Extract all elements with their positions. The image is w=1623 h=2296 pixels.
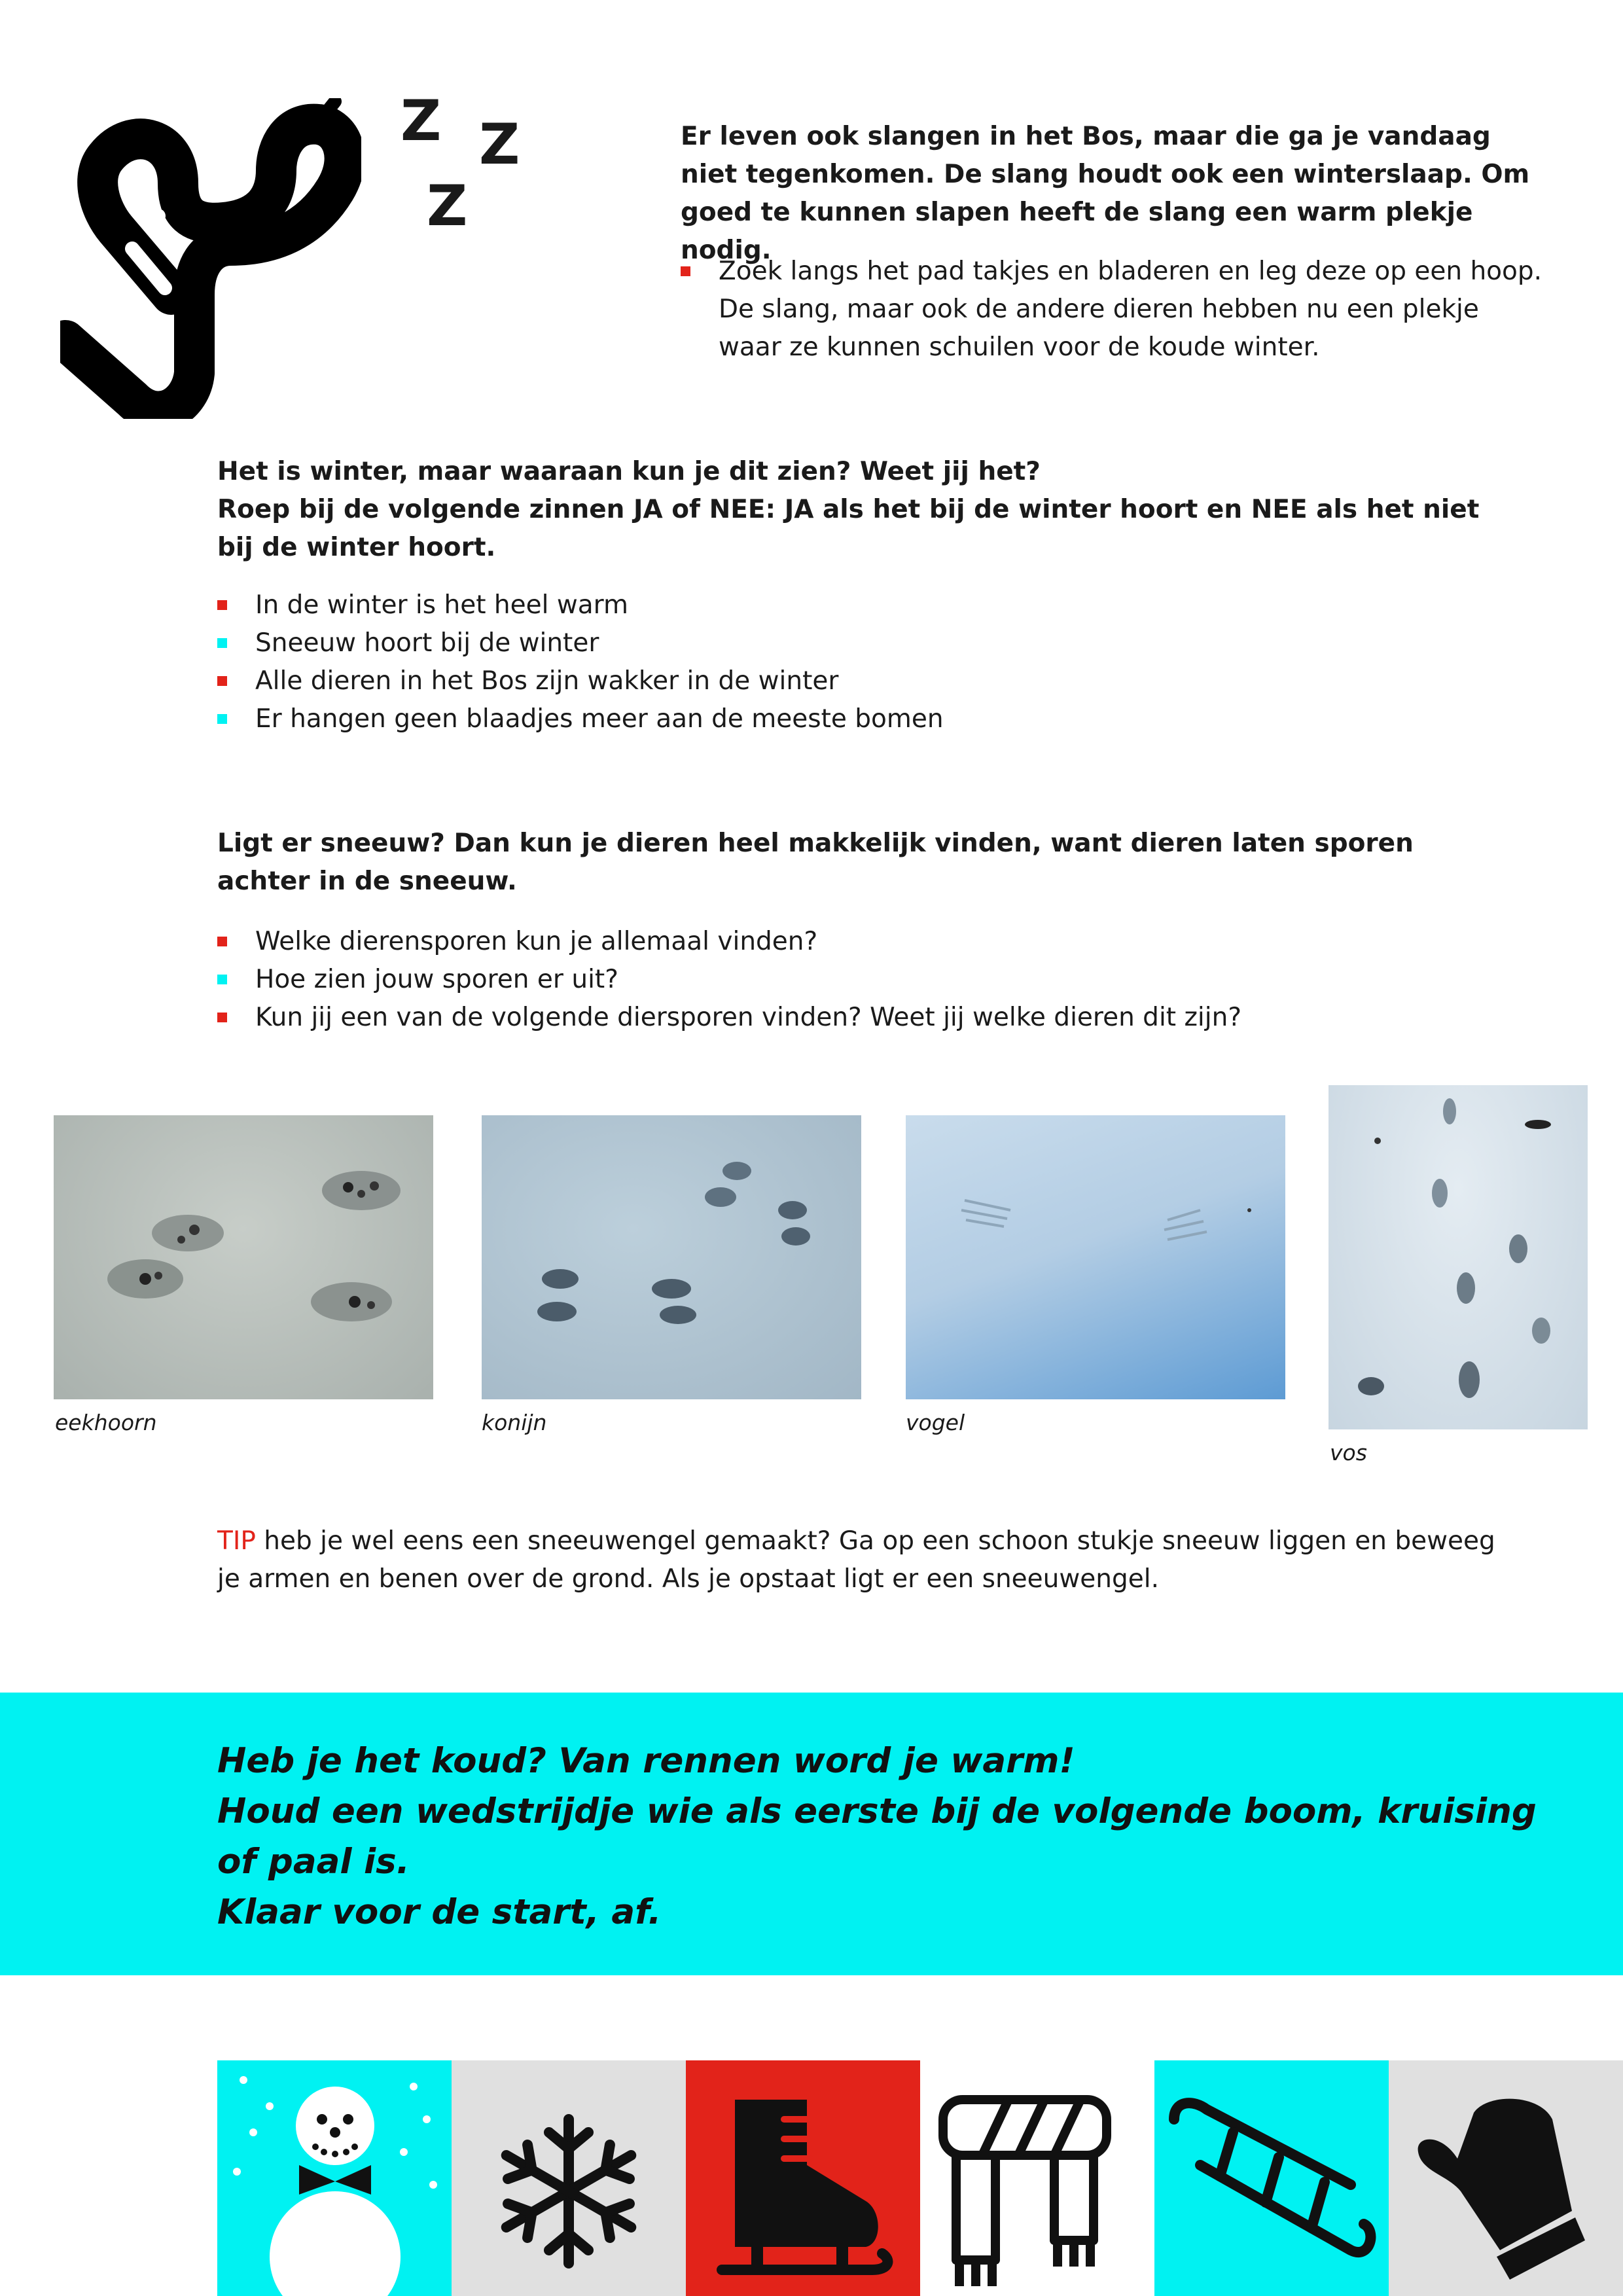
sleep-z-2: Z: [479, 112, 520, 177]
caption-konijn: konijn: [482, 1410, 547, 1435]
bullet-marker: [217, 638, 227, 648]
bullet-marker: [217, 676, 227, 686]
list-item: Welke dierensporen kun je allemaal vinden?: [217, 923, 1513, 961]
list-item: Zoek langs het pad takjes en bladeren en leg deze op een hoop. De slang, maar ook de andere dieren hebben nu een plekje waar ze kunnen schuilen voor de koude winter.: [681, 253, 1544, 367]
scarf-icon: [920, 2060, 1154, 2296]
challenge-line: Houd een wedstrijdje wie als eerste bij de volgende boom, kruising: [217, 1791, 1537, 1831]
mitten-icon: [1389, 2060, 1623, 2296]
bullet-marker: [217, 600, 227, 610]
challenge-line: Heb je het koud? Van rennen word je warm!: [217, 1741, 1075, 1781]
list-item: Sneeuw hoort bij de winter: [217, 624, 1513, 662]
bullet-marker: [217, 975, 227, 984]
ice-skate-icon: [686, 2060, 920, 2296]
bullet-marker: [681, 266, 690, 276]
challenge-line: Klaar voor de start, af.: [217, 1892, 662, 1932]
caption-eekhoorn: eekhoorn: [55, 1410, 157, 1435]
caption-vos: vos: [1330, 1440, 1367, 1465]
intro-paragraph: Er leven ook slangen in het Bos, maar die ga je vandaag niet tegenkomen. De slang houdt ook een winterslaap. Om goed te kunnen slapen heeft de slang een warm plekje nodig.: [681, 122, 1530, 265]
tip-text: heb je wel eens een sneeuwengel gemaakt? Ga op een schoon stukje sneeuw liggen en beweeg je armen en benen over de grond. Als je opstaat ligt er een sneeuwengel.: [217, 1526, 1495, 1594]
bullet-marker: [217, 937, 227, 946]
intro-bullets: [681, 253, 1544, 367]
list-item: In de winter is het heel warm: [217, 586, 1513, 624]
challenge-text: [217, 1736, 1537, 1937]
list-item: Alle dieren in het Bos zijn wakker in de winter: [217, 662, 1513, 700]
tip-label: TIP: [217, 1526, 256, 1556]
photo-squirrel-tracks: [54, 1115, 433, 1399]
photo-bird-tracks: [906, 1115, 1285, 1399]
bullet-marker: [217, 1013, 227, 1022]
photo-rabbit-tracks: [482, 1115, 861, 1399]
caption-vogel: vogel: [906, 1410, 965, 1435]
bullet-marker: [217, 714, 227, 724]
winter-bullets: [217, 586, 1513, 738]
winter-heading-2: Roep bij de volgende zinnen JA of NEE: JA als het bij de winter hoort en NEE als het niet bij de winter hoort.: [217, 495, 1480, 562]
tracks-bullets: [217, 923, 1513, 1037]
sleep-z-3: Z: [427, 173, 468, 239]
challenge-line: of paal is.: [217, 1842, 410, 1882]
list-item: Hoe zien jouw sporen er uit?: [217, 961, 1513, 999]
sleeping-snake-icon: [60, 98, 361, 419]
photo-fox-tracks: [1329, 1085, 1588, 1429]
snowflake-icon: [452, 2060, 686, 2296]
list-item: Er hangen geen blaadjes meer aan de meeste bomen: [217, 700, 1513, 738]
list-item: Kun jij een van de volgende diersporen vinden? Weet jij welke dieren dit zijn?: [217, 999, 1513, 1037]
tip-paragraph: [217, 1522, 1513, 1598]
snowman-icon: [217, 2060, 452, 2296]
tracks-heading: Ligt er sneeuw? Dan kun je dieren heel makkelijk vinden, want dieren laten sporen achter in de sneeuw.: [217, 829, 1414, 896]
sleep-z-1: Z: [401, 88, 442, 154]
winter-heading-1: Het is winter, maar waaraan kun je dit zien? Weet jij het?: [217, 457, 1041, 486]
sled-icon: [1154, 2060, 1389, 2296]
